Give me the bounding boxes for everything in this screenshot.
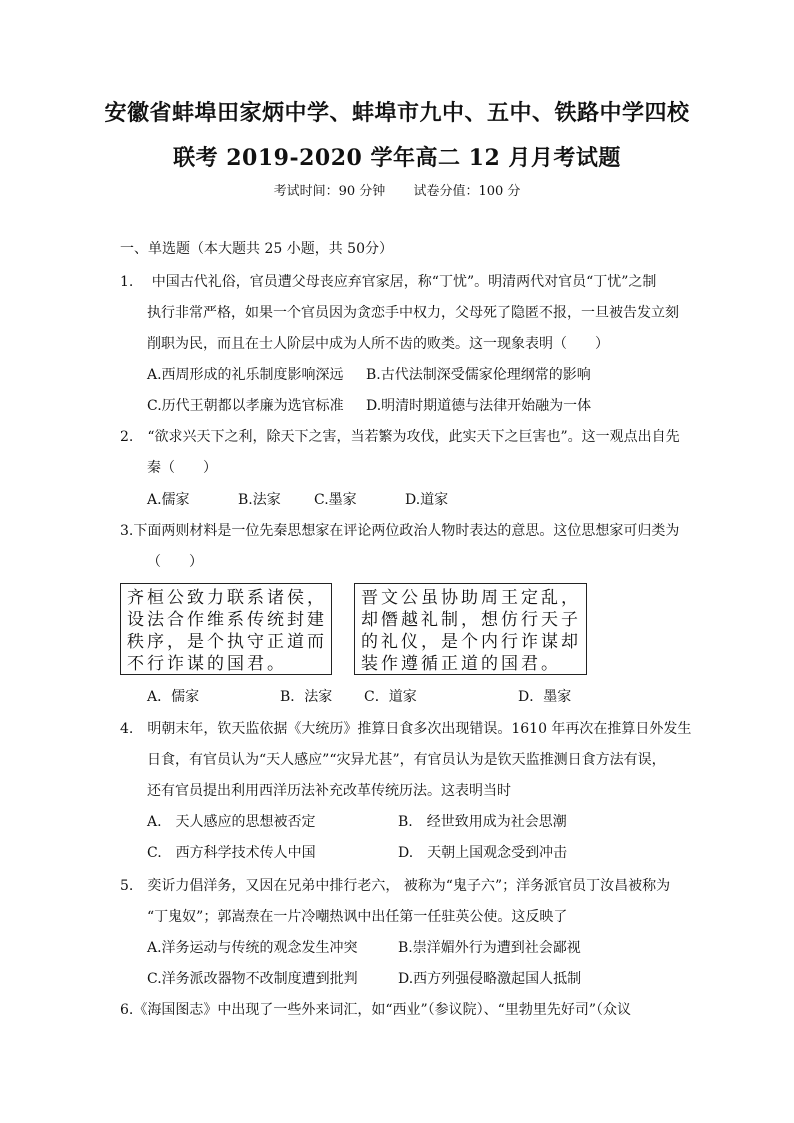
exam-title-line1: 安徽省蚌埠田家炳中学、蚌埠市九中、五中、铁路中学四校 <box>104 100 690 126</box>
q4-option-d: D. 天朝上国观念受到冲击 <box>398 845 568 861</box>
q5-option-c: C.洋务派改器物不改制度遭到批判 <box>147 971 358 987</box>
q4-option-b: B. 经世致用成为社会思潮 <box>398 814 567 830</box>
q4-option-c: C. 西方科学技术传人中国 <box>147 845 316 861</box>
q4-line1: 4. 明朝末年，钦天监依据《大统历》推算日食多次出现错误。1610 年再次在推算日外发生 <box>120 721 692 737</box>
q3-option-b: B．法家 <box>280 689 333 705</box>
q1-line3: 削职为民，而且在士人阶层中成为人所不齿的败类。这一现象表明（ ） <box>147 336 609 352</box>
q3-option-c: C．道家 <box>364 689 417 705</box>
q1-option-d: D.明清时期道德与法律开始融为一体 <box>366 398 592 414</box>
q3-box1-row: 齐桓公致力联系诸侯， <box>127 588 327 608</box>
q5-option-d: D.西方列强侵略激起国人抵制 <box>398 971 582 987</box>
q5-line2: “丁鬼奴”；郭嵩焘在一片冷嘲热讽中出任第一任驻英公使。这反映了 <box>147 909 568 925</box>
q3-box2-row: 装作遵循正道的国君。 <box>361 654 561 674</box>
q3-box2-row: 却僭越礼制，想仿行天子 <box>361 610 581 630</box>
q5-option-b: B.崇洋媚外行为遭到社会鄙视 <box>398 940 581 956</box>
q3-option-d: D．墨家 <box>518 689 572 705</box>
q4-option-a: A. 天人感应的思想被否定 <box>147 814 316 830</box>
q2-option-a: A.儒家 <box>147 492 190 508</box>
q6-line1: 6.《海国图志》中出现了一些外来词汇，如“西业”（参议院）、“里勃里先好司”（众议 <box>120 1002 631 1018</box>
q3-box1-row: 不行诈谋的国君。 <box>127 654 287 674</box>
q3-box2-row: 的礼仪，是个内行诈谋却 <box>361 632 581 652</box>
section-heading: 一、单选题（本大题共 25 小题，共 50分） <box>120 241 393 257</box>
q3-box1-row: 设法合作维系传统封建 <box>127 610 327 630</box>
q1-option-a: A.西周形成的礼乐制度影响深远 <box>147 367 344 383</box>
q1-line2: 执行非常严格，如果一个官员因为贪恋手中权力，父母死了隐匿不报，一旦被告发立刻 <box>147 305 679 321</box>
q4-line3: 还有官员提出利用西洋历法补充改革传统历法。这表明当时 <box>147 783 511 799</box>
q2-line2: 秦（ ） <box>147 460 217 476</box>
q5-option-a: A.洋务运动与传统的观念发生冲突 <box>147 940 358 956</box>
q2-option-d: D.道家 <box>405 492 449 508</box>
q2-option-c: C.墨家 <box>314 492 357 508</box>
q3-line1: 3.下面两则材料是一位先秦思想家在评论两位政治人物时表达的意思。这位思想家可归类为 <box>120 523 680 539</box>
q3-box2-row: 晋文公虽协助周王定乱， <box>361 588 581 608</box>
q1-option-b: B.古代法制深受儒家伦理纲常的影响 <box>366 367 591 383</box>
q3-box1-row: 秩序，是个执守正道而 <box>127 632 327 652</box>
q2-line1: 2. “欲求兴天下之利，除天下之害，当若繁为攻伐，此实天下之巨害也”。这一观点出自先 <box>120 429 680 445</box>
q3-line2: （ ） <box>147 554 203 570</box>
exam-score: 试卷分值：100 分 <box>413 184 521 199</box>
q4-line2: 日食，有官员认为“天人感应”“灾异尤甚”，有官员认为是钦天监推测日食方法有误， <box>147 752 666 768</box>
q1-line1: 1. 中国古代礼俗，官员遭父母丧应弃官家居，称“丁忧”。明清两代对官员“丁忧”之制 <box>120 274 657 290</box>
exam-time: 考试时间：90 分钟 <box>273 184 386 199</box>
exam-meta <box>0 180 794 199</box>
q3-material-box-1 <box>120 583 332 675</box>
q1-option-c: C.历代王朝都以孝廉为选官标准 <box>147 398 344 414</box>
exam-title-line2: 联考 2019-2020 学年高二 12 月月考试题 <box>173 145 621 171</box>
q2-option-b: B.法家 <box>238 492 281 508</box>
q3-option-a: A．儒家 <box>147 689 200 705</box>
q3-material-box-2 <box>354 583 587 675</box>
q5-line1: 5. 奕䜣力倡洋务，又因在兄弟中排行老六， 被称为“鬼子六”；洋务派官员丁汝昌被称为 <box>120 878 671 894</box>
